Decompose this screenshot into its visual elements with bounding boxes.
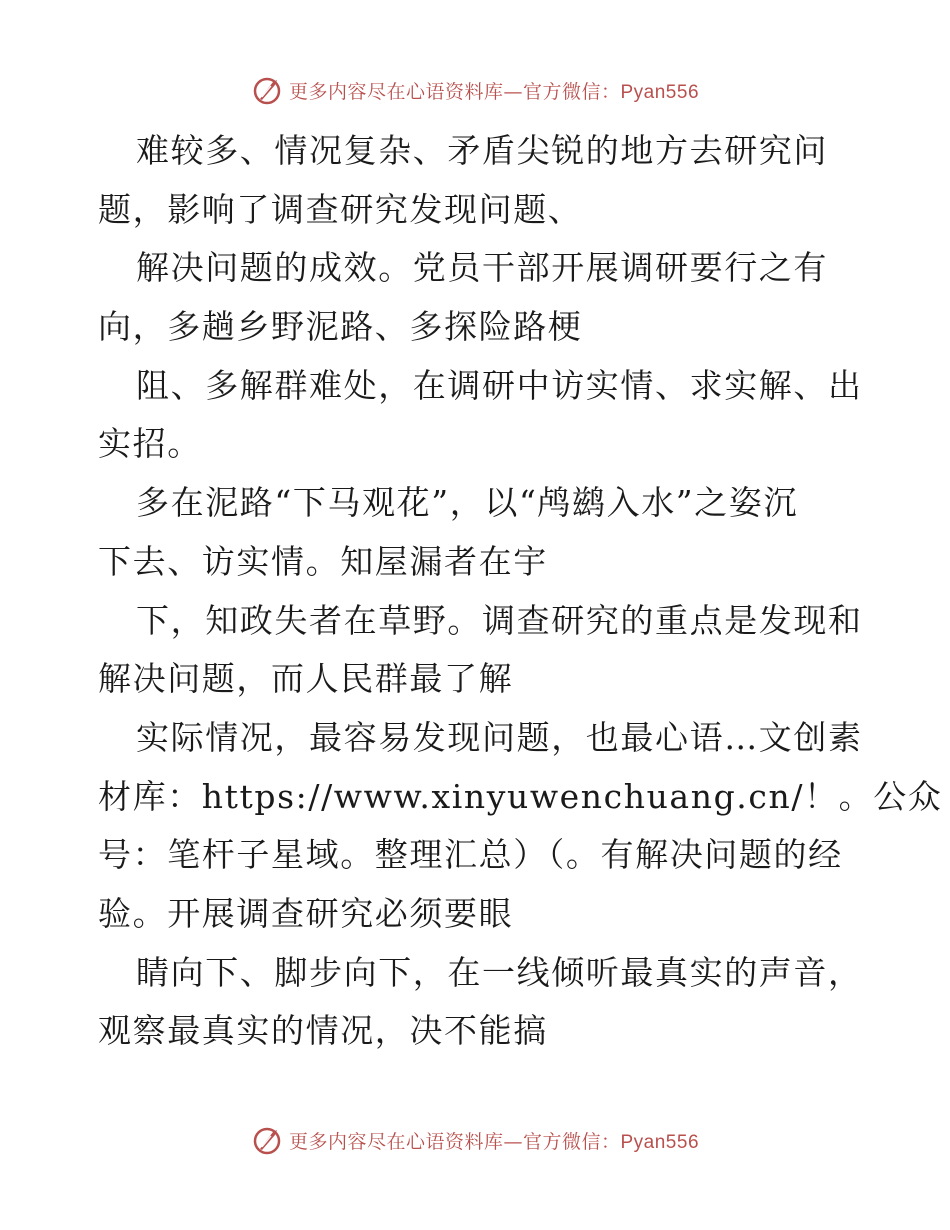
quill-pen-circle-icon <box>251 74 283 106</box>
footer-banner-text: 更多内容尽在心语资料库—官方微信：Pyan556 <box>288 1130 700 1153</box>
body-text-line: 下去、访实情。知屋漏者在宇 <box>98 541 548 581</box>
body-text-line: 难较多、情况复杂、矛盾尖锐的地方去研究问 <box>136 131 828 170</box>
body-text-line: 多在泥路“下马观花”，以“鸬鹚入水”之姿沉 <box>136 483 799 523</box>
body-text-line: 解决问题的成效。党员干部开展调研要行之有 <box>136 248 828 288</box>
header-banner <box>0 70 950 110</box>
document-body <box>98 122 943 1061</box>
body-text-line: 解决问题，而人民群最了解 <box>98 659 514 699</box>
body-text-line: 观察最真实的情况，决不能搞 <box>98 1011 548 1051</box>
header-banner-text: 更多内容尽在心语资料库—官方微信：Pyan556 <box>288 80 700 103</box>
body-text-line: 号：笔杆子星域。整理汇总）（。有解决问题的经 <box>98 835 843 875</box>
body-text-line: 验。开展调查研究必须要眼 <box>98 893 514 933</box>
body-text-line: 实招。 <box>98 424 202 464</box>
body-text-line: 睛向下、脚步向下，在一线倾听最真实的声音， <box>136 952 863 992</box>
body-text-line: 材库：https://www.xinyuwenchuang.cn/！。公众 <box>98 776 943 816</box>
body-text-line: 下，知政失者在草野。调查研究的重点是发现和 <box>136 600 863 640</box>
quill-pen-circle-icon <box>251 1124 283 1156</box>
footer-banner <box>0 1120 950 1160</box>
body-text-line: 实际情况，最容易发现问题，也最心语…文创素 <box>136 717 863 757</box>
body-text-line: 阻、多解群难处，在调研中访实情、求实解、出 <box>136 365 863 405</box>
body-text-line: 题，影响了调查研究发现问题、 <box>98 189 583 229</box>
body-text-line: 向，多趟乡野泥路、多探险路梗 <box>98 307 583 347</box>
